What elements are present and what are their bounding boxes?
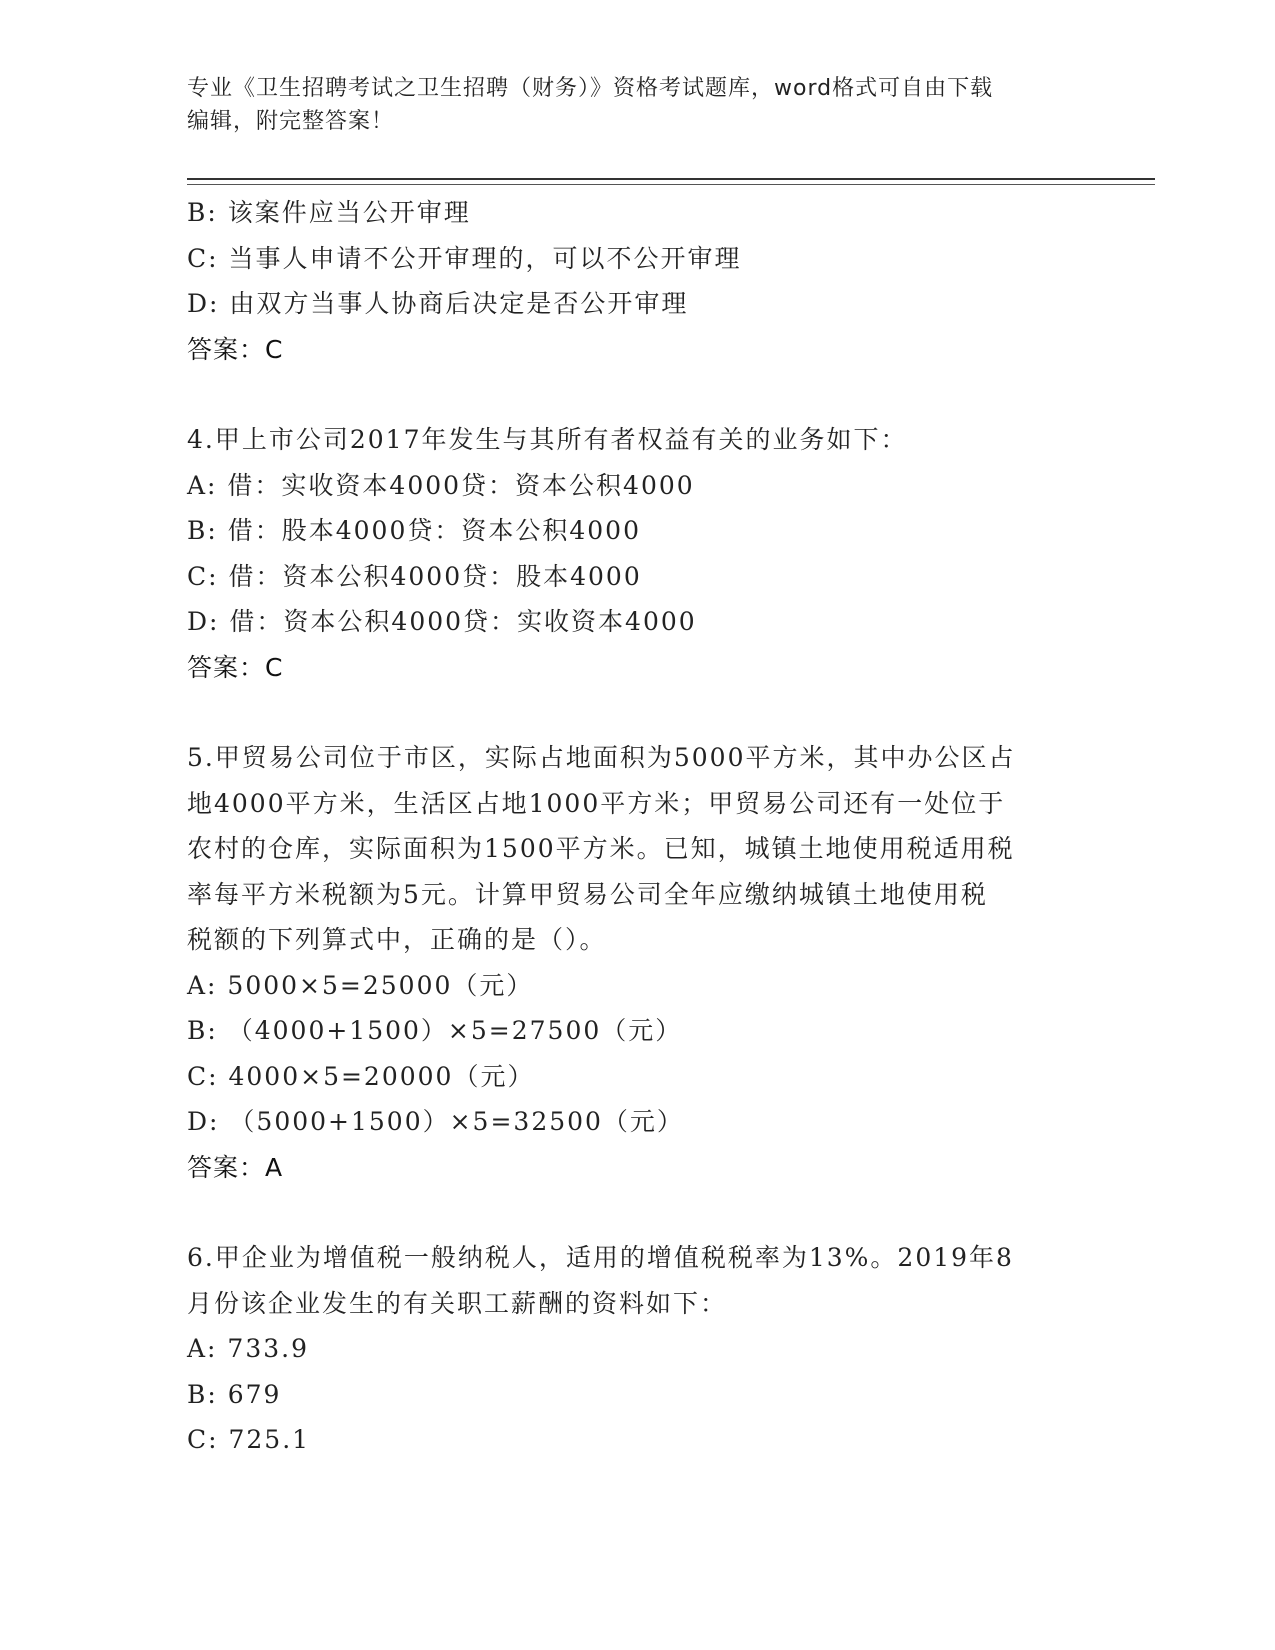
question-list — [187, 190, 1087, 1463]
option-a: A: 借：实收资本4000贷：资本公积4000 — [187, 470, 695, 500]
option-b: B: 679 — [187, 1379, 282, 1409]
option-c: C: 当事人申请不公开审理的，可以不公开审理 — [187, 243, 742, 273]
question-3 — [187, 190, 1087, 372]
question-stem-line: 地4000平方米，生活区占地1000平方米；甲贸易公司还有一处位于 — [187, 788, 1006, 818]
header-title-line-2: 编辑，附完整答案！ — [187, 109, 395, 134]
option-a: A: 5000×5=25000（元） — [187, 970, 534, 1000]
question-stem-line: 税额的下列算式中，正确的是（）。 — [187, 925, 607, 954]
header-divider-thin — [187, 184, 1155, 185]
header-title-line-1: 专业《卫生招聘考试之卫生招聘（财务）》资格考试题库，word格式可自由下载 — [187, 76, 994, 101]
question-stem-line: 6.甲企业为增值税一般纳税人，适用的增值税税率为13%。2019年8 — [187, 1243, 1014, 1272]
spacer — [187, 1190, 1087, 1235]
question-stem-line: 月份该企业发生的有关职工薪酬的资料如下： — [187, 1288, 728, 1318]
question-4 — [187, 417, 1087, 690]
question-stem-line: 5.甲贸易公司位于市区，实际占地面积为5000平方米，其中办公区占 — [187, 743, 1016, 772]
option-c: C: 4000×5=20000（元） — [187, 1061, 535, 1091]
option-b: B: 该案件应当公开审理 — [187, 198, 471, 227]
question-stem-line: 农村的仓库，实际面积为1500平方米。已知，城镇土地使用税适用税 — [187, 834, 1015, 863]
option-c: C: 借：资本公积4000贷：股本4000 — [187, 561, 642, 591]
question-5 — [187, 735, 1087, 1190]
answer-line: 答案：C — [187, 334, 284, 364]
answer-line: 答案：C — [187, 652, 284, 682]
question-stem: 4.甲上市公司2017年发生与其所有者权益有关的业务如下： — [187, 425, 908, 454]
option-a: A: 733.9 — [187, 1334, 309, 1363]
document-header — [187, 72, 1087, 138]
option-c: C: 725.1 — [187, 1425, 311, 1454]
answer-line: 答案：A — [187, 1152, 284, 1182]
question-stem-line: 率每平方米税额为5元。计算甲贸易公司全年应缴纳城镇土地使用税 — [187, 879, 988, 909]
option-d: D: 由双方当事人协商后决定是否公开审理 — [187, 289, 689, 318]
option-b: B: 借：股本4000贷：资本公积4000 — [187, 516, 641, 545]
spacer — [187, 372, 1087, 417]
option-d: D: （5000+1500）×5=32500（元） — [187, 1107, 684, 1136]
question-6 — [187, 1235, 1087, 1463]
option-d: D: 借：资本公积4000贷：实收资本4000 — [187, 607, 697, 636]
header-divider-thick — [187, 178, 1155, 180]
spacer — [187, 690, 1087, 735]
option-b: B: （4000+1500）×5=27500（元） — [187, 1016, 683, 1045]
